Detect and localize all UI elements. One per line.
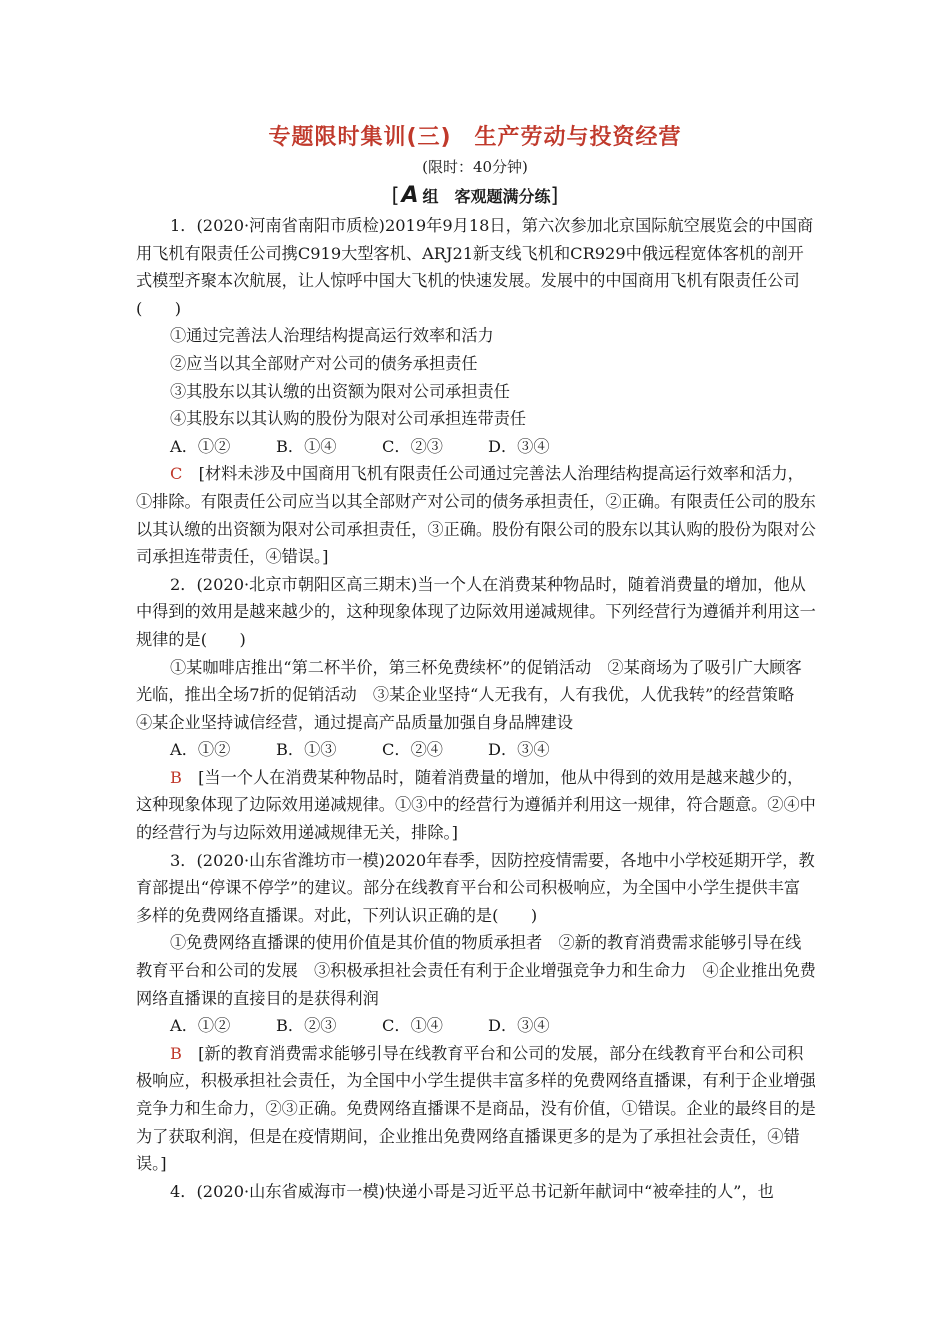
choice-a: A．①② <box>170 1016 231 1036</box>
group-letter: A <box>401 183 419 208</box>
explanation-text: [当一个人在消费某种物品时，随着消费量的增加，他从中得到的效用是越来越少的，这种现象体现了边际效用递减规律。①③中的经营行为遵循并利用这一规律，符合题意。②④中的经营行为与边际效用递减规律无关，排除。] <box>136 767 816 843</box>
answer-letter: C <box>170 464 183 484</box>
question-stem: 4．(2020·山东省威海市一模)快递小哥是习近平总书记新年献词中“被牵挂的人”，也 <box>170 1181 774 1201</box>
answer-choices <box>136 736 816 764</box>
statement: ②应当以其全部财产对公司的债务承担责任 <box>170 353 478 373</box>
statements-paragraph: ①免费网络直播课的使用价值是其价值的物质承担者 ②新的教育消费需求能够引导在线教育平台和公司的发展 ③积极承担社会责任有利于企业增强竞争力和生命力 ④企业推出免费网络直播课的直接目的是获得利润 <box>136 933 816 1008</box>
choice-a: A．①② <box>170 436 231 456</box>
question-list <box>136 212 816 1205</box>
page-title: 专题限时集训(三) 生产劳动与投资经营 <box>268 125 682 150</box>
explanation-text: [材料未涉及中国商用飞机有限责任公司通过完善法人治理结构提高运行效率和活力，①排除。有限责任公司应当以其全部财产对公司的债务承担责任，②正确。有限责任公司的股东以其认缴的出资额为限对公司承担责任，③正确。股份有限公司的股东以其认购的股份为限对公司承担连带责任，④错误。] <box>136 464 816 567</box>
answer-choices <box>136 1012 816 1040</box>
question-stem: 3．(2020·山东省潍坊市一模)2020年春季，因防控疫情需要，各地中小学校延期开学，教育部提出“停课不停学”的建议。部分在线教育平台和公司积极响应，为全国中小学生提供丰富多样的免费网络直播课。对此，下列认识正确的是( ) <box>136 850 815 925</box>
choice-d: D．③④ <box>488 436 550 456</box>
choice-b: B．①③ <box>276 740 337 760</box>
choice-d: D．③④ <box>488 1016 550 1036</box>
answer-explanation <box>136 1040 816 1178</box>
statement: ③其股东以其认缴的出资额为限对公司承担责任 <box>170 381 510 401</box>
question-stem: 2．(2020·北京市朝阳区高三期末)当一个人在消费某种物品时，随着消费量的增加，他从中得到的效用是越来越少的，这种现象体现了边际效用递减规律。下列经营行为遵循并利用这一规律的是( ) <box>136 574 816 649</box>
choice-b: B．②③ <box>276 1016 337 1036</box>
group-heading: [A 组 客观题满分练] <box>391 183 559 208</box>
choice-a: A．①② <box>170 740 231 760</box>
choice-b: B．①④ <box>276 436 337 456</box>
choice-d: D．③④ <box>488 740 550 760</box>
statement: ①通过完善法人治理结构提高运行效率和活力 <box>170 326 494 346</box>
group-label: 组 客观题满分练 <box>422 187 551 206</box>
answer-choices <box>136 433 816 461</box>
choice-c: C．②④ <box>382 740 443 760</box>
statements-paragraph: ①某咖啡店推出“第二杯半价，第三杯免费续杯”的促销活动 ②某商场为了吸引广大顾客光临，推出全场7折的促销活动 ③某企业坚持“人无我有，人有我优，人优我转”的经营策略 ④某企业坚持诚信经营，通过提高产品质量加强自身品牌建设 <box>136 657 811 732</box>
explanation-text: [新的教育消费需求能够引导在线教育平台和公司的发展，部分在线教育平台和公司积极响应，积极承担社会责任，为全国中小学生提供丰富多样的免费网络直播课，有利于企业增强竞争力和生命力，②③正确。免费网络直播课不是商品，没有价值，①错误。企业的最终目的是为了获取利润，但是在疫情期间，企业推出免费网络直播课更多的是为了承担社会责任，④错误。] <box>136 1043 816 1174</box>
answer-explanation <box>136 764 816 847</box>
answer-letter: B <box>170 767 182 787</box>
answer-letter: B <box>170 1043 182 1063</box>
statement: ④其股东以其认购的股份为限对公司承担连带责任 <box>170 409 527 429</box>
question-stem: 1．(2020·河南省南阳市质检)2019年9月18日，第六次参加北京国际航空展览会的中国商用飞机有限责任公司携C919大型客机、ARJ21新支线飞机和CR929中俄远程宽体客机的剖开式模型齐聚本次航展，让人惊呼中国大飞机的快速发展。发展中的中国商用飞机有限责任公司( ) <box>136 216 814 318</box>
answer-explanation <box>136 460 816 570</box>
choice-c: C．②③ <box>382 436 443 456</box>
time-limit: (限时：40分钟) <box>422 158 528 176</box>
choice-c: C．①④ <box>382 1016 443 1036</box>
